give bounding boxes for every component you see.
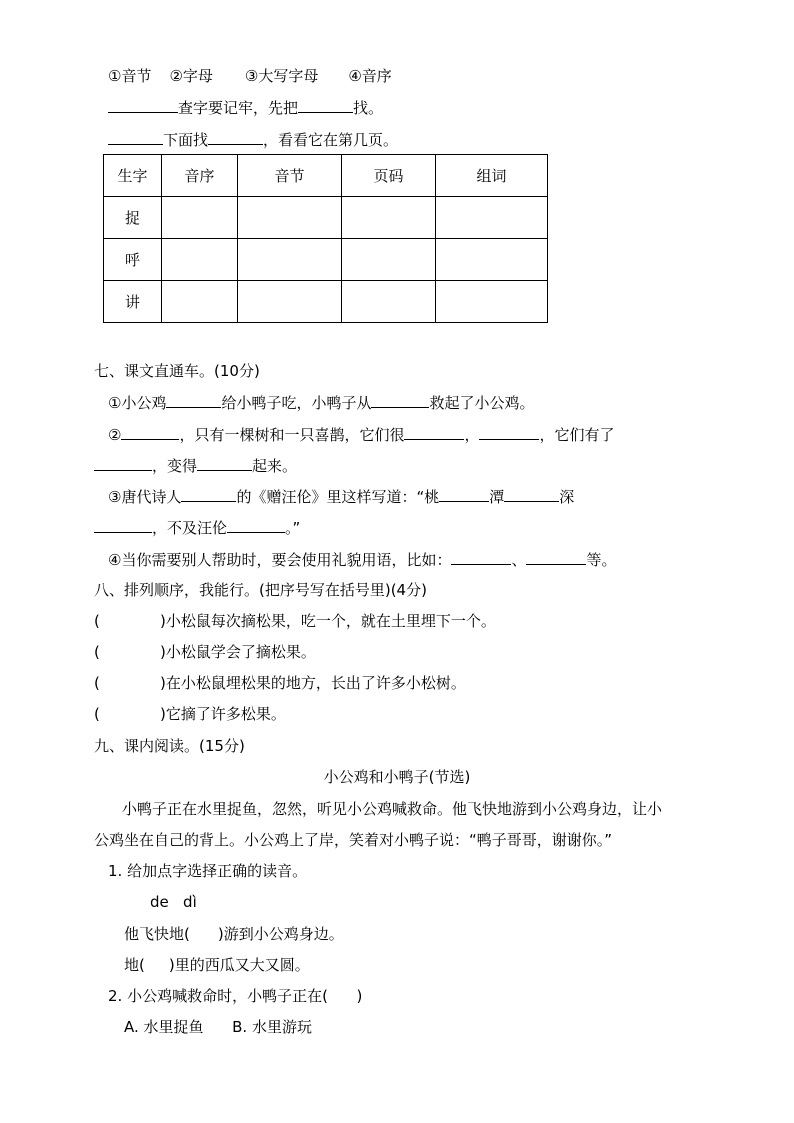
paren-close: ): [160, 643, 166, 661]
q-text: 的《赠汪伦》里这样写道：“桃: [236, 488, 440, 506]
option-3: ③大写字母: [244, 67, 319, 85]
blank[interactable]: [181, 486, 236, 502]
blank[interactable]: [371, 392, 429, 408]
blank[interactable]: [166, 392, 221, 408]
q-text: 给小鸭子吃，小鸭子从: [221, 394, 372, 412]
table-header: 音序: [162, 155, 238, 197]
blank[interactable]: [197, 455, 252, 471]
dictionary-table: [103, 154, 548, 323]
order-item: [94, 673, 466, 693]
table-cell-char: 讲: [104, 281, 162, 323]
table-cell-char: 呼: [104, 239, 162, 281]
s9-q1b: [124, 955, 310, 975]
answer-paren[interactable]: (: [94, 612, 100, 630]
paren-close: ): [160, 674, 166, 692]
s9-q2: 2. 小公鸡喊救命时，小鸭子正在( ): [108, 987, 363, 1005]
q-text: 等。: [586, 551, 617, 569]
q-text: 起来。: [252, 457, 298, 475]
blank[interactable]: [121, 424, 179, 440]
blank[interactable]: [504, 486, 559, 502]
s7-q3: [108, 486, 574, 507]
paren-close: ): [160, 612, 166, 630]
s9-q1a: [124, 924, 344, 944]
table-cell-empty[interactable]: [436, 239, 548, 281]
q-text: ，只有一棵树和一只喜鹊，它们很: [179, 426, 405, 444]
q-text: ②: [108, 426, 122, 444]
table-cell-empty[interactable]: [162, 197, 238, 239]
table-header: 页码: [342, 155, 436, 197]
blank[interactable]: [404, 424, 464, 440]
q-text: ①小公鸡: [108, 394, 167, 412]
blank[interactable]: [227, 517, 285, 533]
q-text: 深: [559, 488, 575, 506]
q-text: ，: [464, 426, 480, 444]
q-text: ③唐代诗人: [108, 488, 182, 506]
passage-line-2: 公鸡坐在自己的背上。小公鸡上了岸，笑着对小鸭子说：“鸭子哥哥，谢谢你。”: [94, 831, 613, 849]
paren-close: ): [160, 705, 166, 723]
option-1: ①音节: [108, 67, 152, 85]
passage-line-1: 小鸭子正在水里捉鱼，忽然，听见小公鸡喊救命。他飞快地游到小公鸡身边，让小: [122, 800, 663, 818]
table-cell-empty[interactable]: [436, 197, 548, 239]
blank[interactable]: [94, 517, 152, 533]
blank[interactable]: [439, 486, 489, 502]
fill-text: 下面找: [163, 131, 209, 149]
blank[interactable]: [108, 97, 178, 113]
table-cell-empty[interactable]: [342, 281, 436, 323]
table-cell-empty[interactable]: [238, 197, 342, 239]
blank[interactable]: [298, 97, 353, 113]
section-8-title: 八、排列顺序，我能行。(把序号写在括号里)(4分): [94, 581, 427, 599]
pinyin-options: de dì: [150, 893, 197, 911]
options-line: [108, 66, 392, 86]
table-header-row: [104, 155, 548, 197]
q-text: )游到小公鸡身边。: [217, 925, 344, 943]
table-cell-empty[interactable]: [238, 281, 342, 323]
table-cell-empty[interactable]: [162, 239, 238, 281]
q-text: ④当你需要别人帮助时，要会使用礼貌用语，比如：: [108, 551, 452, 569]
q-text: 。”: [285, 519, 301, 537]
fill-text: 找。: [353, 99, 384, 117]
s7-q2: [108, 424, 615, 445]
table-row: [104, 197, 548, 239]
blank[interactable]: [479, 424, 539, 440]
blank[interactable]: [451, 549, 511, 565]
table-cell-empty[interactable]: [162, 281, 238, 323]
q-text: 、: [511, 551, 527, 569]
section-7-title: 七、课文直通车。(10分): [94, 362, 260, 380]
fill-text: 查字要记牢，先把: [178, 99, 299, 117]
s7-q1: [108, 392, 534, 413]
table-row: [104, 281, 548, 323]
table-cell-empty[interactable]: [436, 281, 548, 323]
q-text: ，不及汪伦: [152, 519, 228, 537]
fill-line-2: [108, 129, 398, 150]
blank[interactable]: [94, 455, 152, 471]
order-item-text: 它摘了许多松果。: [165, 705, 286, 723]
table-header: 音节: [238, 155, 342, 197]
table-cell-empty[interactable]: [342, 239, 436, 281]
q-text: ，它们有了: [539, 426, 615, 444]
order-item: [94, 642, 316, 662]
order-item-text: 小松鼠学会了摘松果。: [165, 643, 316, 661]
answer-paren[interactable]: (: [94, 643, 100, 661]
answer-paren[interactable]: (: [94, 705, 100, 723]
s9-q2-options: A. 水里捉鱼 B. 水里游玩: [124, 1018, 312, 1036]
table-cell-empty[interactable]: [342, 197, 436, 239]
s7-q4: [108, 549, 616, 570]
order-item-text: 在小松鼠埋松果的地方，长出了许多小松树。: [165, 674, 466, 692]
section-9-title: 九、课内阅读。(15分): [94, 737, 245, 755]
table-cell-char: 捉: [104, 197, 162, 239]
q-text: 他飞快地(: [124, 925, 190, 943]
order-item: [94, 704, 286, 724]
table-cell-empty[interactable]: [238, 239, 342, 281]
blank[interactable]: [108, 129, 163, 145]
order-item: [94, 611, 496, 631]
order-item-text: 小松鼠每次摘松果，吃一个，就在土里埋下一个。: [165, 612, 496, 630]
option-2: ②字母: [169, 67, 213, 85]
q-text: )里的西瓜又大又圆。: [168, 956, 310, 974]
option-4: ④音序: [348, 67, 392, 85]
blank[interactable]: [208, 129, 263, 145]
answer-paren[interactable]: (: [94, 674, 100, 692]
q-text: ，变得: [152, 457, 198, 475]
table-row: [104, 239, 548, 281]
fill-text: ，看看它在第几页。: [263, 131, 399, 149]
blank[interactable]: [526, 549, 586, 565]
s9-q1: 1. 给加点字选择正确的读音。: [108, 862, 308, 880]
q-text: 潭: [489, 488, 505, 506]
fill-line-1: [108, 97, 383, 118]
s7-q3-cont: [94, 517, 300, 538]
q-text: 地(: [124, 956, 145, 974]
table-header: 生字: [104, 155, 162, 197]
s7-q2-cont: [94, 455, 297, 476]
passage-title: 小公鸡和小鸭子(节选): [323, 768, 471, 786]
q-text: 救起了小公鸡。: [429, 394, 535, 412]
table-header: 组词: [436, 155, 548, 197]
